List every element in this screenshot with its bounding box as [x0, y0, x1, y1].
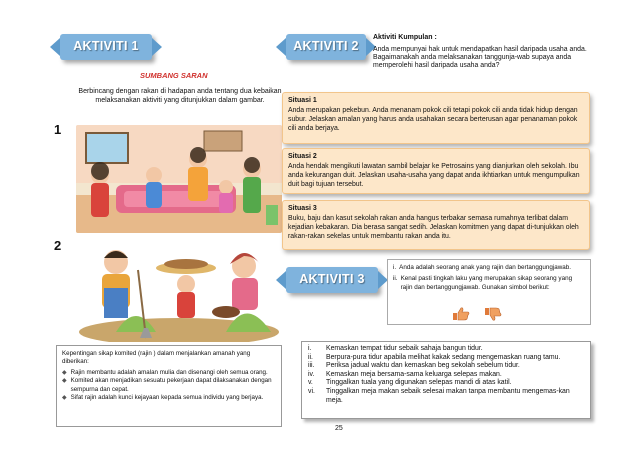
komited-notes-box — [56, 345, 282, 427]
family-cleaning-illustration — [76, 125, 282, 233]
note-item: ◆ Sifat rajin adalah kunci kejayaan kepada semua individu yang berjaya. — [62, 394, 264, 402]
sumbang-saran-subtitle: SUMBANG SARAN — [140, 71, 208, 80]
aktiviti-2-title: AKTIVITI 2 — [293, 39, 359, 53]
note-item: ◆ Komited akan menjadikan sesuatu pekerjaan dapat dilaksanakan dengan sempurna dan cepat. — [62, 377, 272, 393]
gardening-illustration — [76, 240, 282, 342]
picture-number-1: 1 — [54, 122, 62, 137]
aktiviti-1-banner — [60, 34, 152, 60]
aktiviti-2-banner — [286, 34, 366, 60]
note-intro: Kepentingan sikap komited (rajin ) dalam menjalankan amanah yang diberikan: — [62, 350, 251, 366]
list-item: iv. Kemaskan meja bersama-sama keluarga selepas makan. — [308, 370, 502, 378]
diamond-bullet-icon: ◆ — [62, 369, 67, 376]
page-number: 25 — [335, 425, 343, 432]
note-item: ◆ Rajin membantu adalah amalan mulia dan disenangi oleh semua orang. — [62, 368, 268, 376]
aktiviti-3-title: AKTIVITI 3 — [299, 272, 365, 286]
instruction-text: Berbincang dengan rakan di hadapan anda tentang dua kebaikan melaksanakan aktiviti yang ditunjukkan dalam gambar. — [78, 88, 282, 104]
list-item: iii. Periksa jadual waktu dan kemaskan beg sekolah sebelum tidur. — [308, 362, 520, 370]
diamond-bullet-icon: ◆ — [62, 378, 67, 385]
list-item: v. Tinggalkan tuala yang digunakan selepas mandi di atas katil. — [308, 379, 512, 387]
situation-1-text: Anda merupakan pekebun. Anda menanam pokok cili tetapi pokok cili anda tidak hidup dengan subur. Jelaskan amalan yang harus anda usahakan secara berterusan agar penanaman pokok cili anda berjaya. — [288, 107, 578, 132]
situation-1-box — [282, 92, 590, 144]
aktiviti-3-banner — [286, 267, 378, 293]
a3-item: ii. Kenal pasti tingkah laku yang merupakan sikap seorang yang rajin dan bertanggungjawab. Gunakan simbol berikut: — [393, 275, 573, 291]
list-item: vi. Tinggalkan meja makan sebaik selesai makan tanpa membantu mengemas-kan meja. — [308, 387, 570, 404]
list-item: i. Kemaskan tempat tidur sebaik sahaja bangun tidur. — [308, 345, 483, 352]
situation-2-title: Situasi 2 — [288, 153, 317, 160]
thumbs-down-icon — [484, 307, 502, 321]
group-activity-text: Anda mempunyai hak untuk mendapatkan hasil daripada usaha anda. Bagaimanakah anda melaksanakan tanggunja-wab supaya anda memperolehi hasil daripada usaha anda? — [373, 46, 587, 69]
situation-3-text: Buku, baju dan kasut sekolah rakan anda hangus terbakar semasa rumahnya terlibat dalam kejadian kebakaran. Dia berasa sangat sedih. Jelaskan komitmen yang dapat di-tunjukkan oleh rakan-rakan sekelas untuk membantu rakan anda itu. — [288, 215, 579, 240]
situation-3-box — [282, 200, 590, 250]
group-activity-heading: Aktiviti Kumpulan : — [373, 34, 437, 41]
diamond-bullet-icon: ◆ — [62, 395, 67, 402]
situation-1-title: Situasi 1 — [288, 97, 317, 104]
picture-number-2: 2 — [54, 238, 62, 253]
thumbs-up-icon — [452, 307, 470, 321]
situation-3-title: Situasi 3 — [288, 205, 317, 212]
thumb-symbols — [452, 307, 502, 321]
aktiviti-1-title: AKTIVITI 1 — [73, 39, 139, 53]
situation-2-text: Anda hendak mengikuti lawatan sambil belajar ke Petrosains yang dianjurkan oleh sekolah. Ibu anda kekurangan duit. Jelaskan usaha-usaha yang dapat anda ikhtiarkan untuk mengumpulkan duit bagi tujuan tersebut. — [288, 163, 580, 188]
behaviour-list — [301, 341, 591, 419]
list-item: ii. Berpura-pura tidur apabila melihat kakak sedang mengemaskan ruang tamu. — [308, 353, 561, 361]
a3-item: i. Anda adalah seorang anak yang rajin dan bertanggungjawab. — [393, 264, 572, 271]
situation-2-box — [282, 148, 590, 194]
